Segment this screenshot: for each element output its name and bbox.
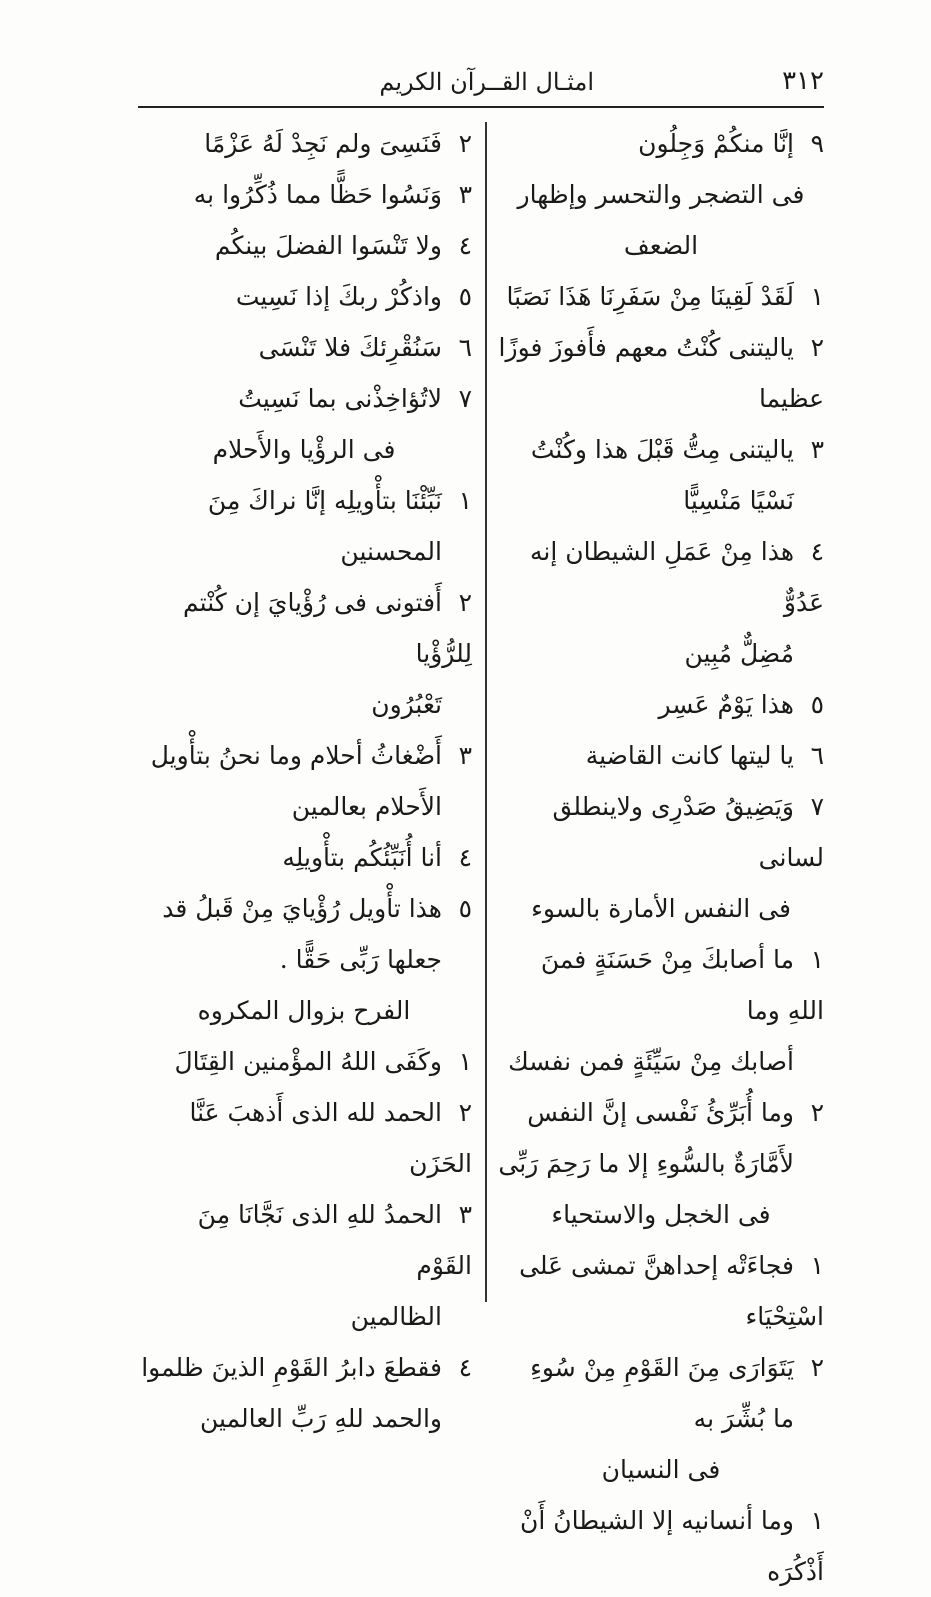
item-number: ٤ (458, 843, 472, 872)
proverb-item (136, 883, 472, 934)
section-heading: الفرح بزوال المكروه (197, 996, 411, 1025)
proverb-item (136, 1189, 472, 1291)
header-rule (138, 106, 824, 108)
proverb-text: ولا تَنْسَوا الفضلَ بينكُم (214, 231, 442, 260)
item-number: ٩ (810, 129, 824, 158)
proverb-text: إنَّا منكُمْ وَجِلُون (638, 129, 794, 158)
proverb-item (498, 322, 824, 424)
proverb-continuation: أصابك مِنْ سَيِّئَةٍ فمن نفسك (508, 1047, 794, 1076)
item-number: ٤ (810, 537, 824, 566)
proverb-text: هذا يَوْمٌ عَسِر (658, 690, 794, 719)
proverb-text: فقطعَ دابرُ القَوْمِ الذينَ ظلموا (141, 1353, 442, 1382)
item-number: ٢ (458, 1098, 472, 1127)
proverb-text: وَنَسُوا حَظًّا مما ذُكِّرُوا به (193, 180, 442, 209)
column-divider (485, 122, 487, 1302)
item-number: ٤ (458, 1353, 472, 1382)
item-number: ٥ (810, 690, 824, 719)
item-number: ٤ (458, 231, 472, 260)
proverb-continuation: مُضِلٌّ مُبِين (684, 639, 794, 668)
item-number: ٦ (458, 333, 472, 362)
proverb-item (498, 1087, 824, 1138)
item-number: ٢ (458, 588, 472, 617)
item-number: ٢ (810, 333, 824, 362)
proverb-text: الحمدُ للهِ الذى نَجَّانَا مِنَ القَوْم (197, 1200, 472, 1280)
item-number: ٣ (458, 1200, 472, 1229)
proverb-item (498, 1495, 824, 1597)
proverb-text: هذا تأْويل رُؤْيايَ مِنْ قَبلُ قد (162, 894, 442, 923)
proverb-continuation: نَسْيًا مَنْسِيًّا (683, 486, 794, 515)
proverb-text: يَتَوَارَى مِنَ القَوْمِ مِنْ سُوءِ (530, 1353, 794, 1382)
proverb-item (136, 322, 472, 373)
proverb-item (136, 118, 472, 169)
proverb-continuation: الظالمين (350, 1302, 442, 1331)
proverb-continuation: المحسنين (340, 537, 442, 566)
proverb-text: وما أنسانيه إلا الشيطانُ أَنْ أَذْكُرَه (520, 1506, 824, 1586)
proverb-item (136, 1036, 472, 1087)
proverb-item (498, 934, 824, 1036)
item-number: ٣ (810, 435, 824, 464)
proverb-continuation: والحمد للهِ رَبِّ العالمين (200, 1404, 442, 1433)
item-number: ٥ (458, 282, 472, 311)
proverb-item (498, 526, 824, 628)
item-number: ٧ (458, 384, 472, 413)
page-number: ٣١٢ (782, 66, 824, 96)
item-number: ١ (810, 945, 824, 974)
running-title: امثـال القــرآن الكريم (379, 68, 594, 96)
proverb-text: لَقَدْ لَقِينَا مِنْ سَفَرِنَا هَذَا نَصَبًا (506, 282, 794, 311)
section-heading: فى النسيان (601, 1455, 721, 1484)
proverb-text: لاتُؤاخِذْنى بما نَسِيتُ (238, 384, 442, 413)
proverb-text: الحمد لله الذى أَذهبَ عَنَّا الحَزَن (189, 1098, 472, 1178)
item-number: ٣ (458, 741, 472, 770)
page-header (138, 62, 824, 102)
item-number: ٢ (810, 1098, 824, 1127)
section-heading: فى الخجل والاستحياء (551, 1200, 771, 1229)
proverb-item (498, 118, 824, 169)
proverb-text: فَنَسِىَ ولم نَجِدْ لَهُ عَزْمًا (204, 129, 442, 158)
proverb-continuation: ما بُشِّرَ به (693, 1404, 794, 1433)
item-number: ١ (810, 282, 824, 311)
proverb-item (498, 781, 824, 883)
left-column (136, 118, 472, 1444)
proverb-text: واذكُرْ ربكَ إذا نَسِيت (235, 282, 442, 311)
item-number: ١ (458, 1047, 472, 1076)
proverb-text: أَضْغاثُ أحلام وما نحنُ بتأْويل (150, 741, 442, 770)
proverb-item (136, 475, 472, 526)
item-number: ٥ (458, 894, 472, 923)
proverb-item (498, 424, 824, 475)
proverb-item (136, 373, 472, 424)
proverb-text: وما أُبَرِّئُ نَفْسى إنَّ النفس (527, 1098, 794, 1127)
proverb-text: ياليتنى مِتُّ قَبْلَ هذا وكُنْتُ (530, 435, 794, 464)
proverb-text: ما أصابكَ مِنْ حَسَنَةٍ فمنَ اللهِ وما (540, 945, 824, 1025)
proverb-item (136, 1087, 472, 1189)
proverb-item (498, 1240, 824, 1342)
proverb-item (498, 730, 824, 781)
item-number: ٣ (458, 180, 472, 209)
proverb-item (498, 1342, 824, 1393)
proverb-continuation: تَعْبُرُون (371, 690, 442, 719)
proverb-item (136, 169, 472, 220)
proverb-item (136, 1342, 472, 1393)
item-number: ١ (810, 1506, 824, 1535)
proverb-item (136, 220, 472, 271)
proverb-item (498, 271, 824, 322)
proverb-text: فجاءَتْه إحداهنَّ تمشى عَلى اسْتِحْيَاء (519, 1251, 824, 1331)
proverb-continuation: لأَمَّارَةٌ بالسُّوءِ إلا ما رَحِمَ رَبِّى (498, 1149, 794, 1178)
proverb-continuation: الأَحلام بعالمين (291, 792, 442, 821)
item-number: ٢ (458, 129, 472, 158)
proverb-text: يا ليتها كانت القاضية (585, 741, 794, 770)
section-heading: فى النفس الأمارة بالسوء (531, 894, 791, 923)
section-heading: فى الرؤْيا والأَحلام (212, 435, 396, 464)
proverb-item (136, 271, 472, 322)
item-number: ٢ (810, 1353, 824, 1382)
proverb-item (498, 679, 824, 730)
proverb-text: وَيَضِيقُ صَدْرِى ولاينطلق لسانى (552, 792, 824, 872)
section-heading: فى التضجر والتحسر وإظهار الضعف (517, 180, 805, 260)
proverb-text: ياليتنى كُنْتُ معهم فأَفوزَ فوزًا عظيما (498, 333, 824, 413)
proverb-text: أَفتونى فى رُؤْيايَ إن كُنْتم لِلرُّؤْيا (183, 588, 472, 668)
proverb-text: هذا مِنْ عَمَلِ الشيطان إنه عَدُوٌّ (530, 537, 824, 617)
proverb-text: أنا أُنَبِّئُكُم بتأْويلِه (282, 843, 442, 872)
proverb-text: نَبِّئْنَا بتأْويلِه إنَّا نراكَ مِنَ (207, 486, 442, 515)
proverb-item (136, 577, 472, 679)
proverb-item (136, 832, 472, 883)
item-number: ٧ (810, 792, 824, 821)
proverb-item (136, 730, 472, 781)
proverb-continuation: جعلها رَبِّى حَقًّا . (279, 945, 442, 974)
right-column (498, 118, 824, 1597)
proverb-text: وكَفَى اللهُ المؤْمنين القِتَالَ (174, 1047, 442, 1076)
item-number: ٦ (810, 741, 824, 770)
proverb-text: سَنُقْرِئكَ فلا تَنْسَى (258, 333, 442, 362)
item-number: ١ (458, 486, 472, 515)
item-number: ١ (810, 1251, 824, 1280)
